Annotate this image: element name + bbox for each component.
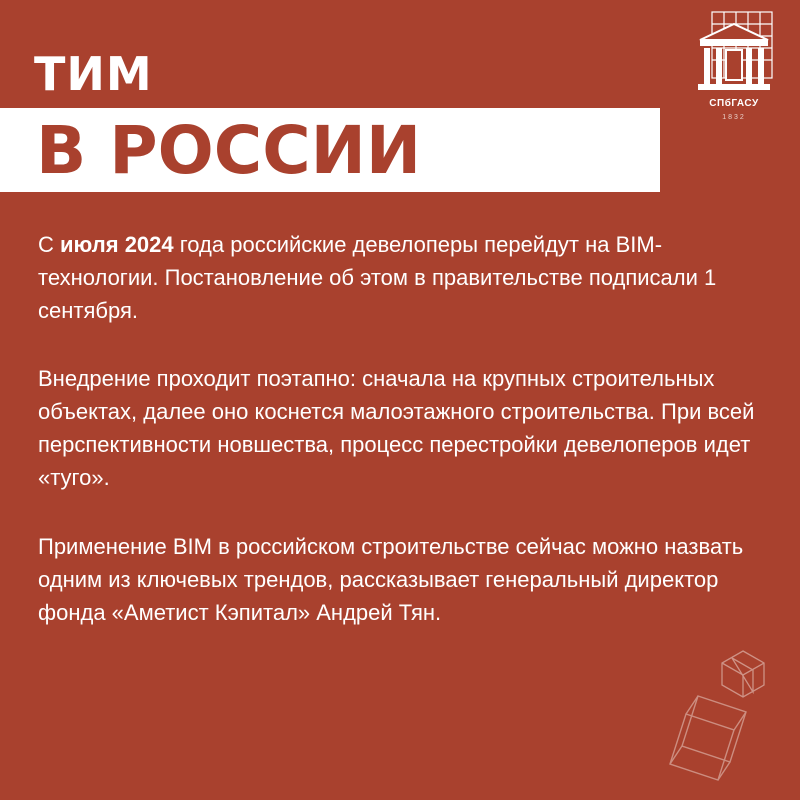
- paragraph-3: Применение BIM в российском строительстве сейчас можно назвать одним из ключевых трендов, рассказывает генеральный директор фонда «Аметист Кэпитал» Андрей Тян.: [38, 534, 744, 625]
- paragraph-1-suffix: года российские девелоперы перейдут на BIM-технологии. Постановление об этом в правительстве подписали 1 сентября.: [38, 232, 717, 323]
- paragraph-1-prefix: С: [38, 232, 60, 257]
- title-line-1: ТИМ: [34, 47, 153, 101]
- paragraph-1-bold: июля 2024: [60, 232, 174, 257]
- title-line-2: В РОССИИ: [36, 112, 422, 189]
- logo-year: 1832: [722, 114, 746, 121]
- paragraph-2: Внедрение проходит поэтапно: сначала на крупных строительных объектах, далее оно коснется малоэтажного строительства. При всей перспективности новшества, процесс перестройки девелоперов идет «туго».: [38, 366, 755, 490]
- logo-caption: СПбГАСУ: [709, 98, 759, 109]
- cube-outline-icon-large: [668, 692, 752, 782]
- paragraph-1: [38, 228, 758, 327]
